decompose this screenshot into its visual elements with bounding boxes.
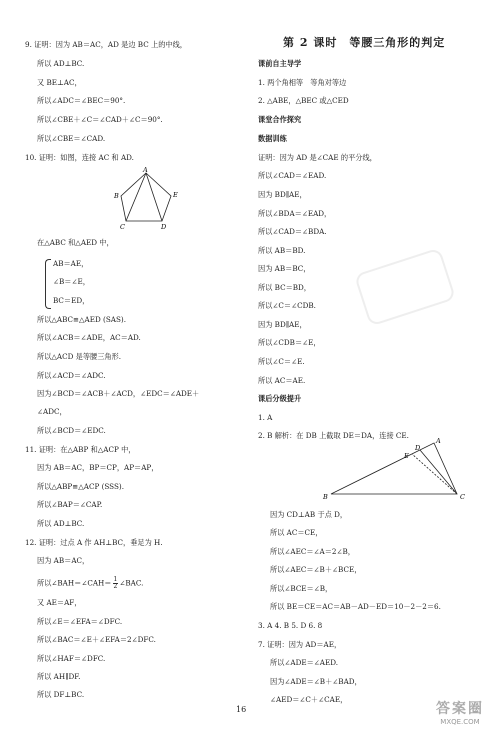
answer-line: 因为 CD⊥AB 于点 D， [270, 510, 348, 519]
q9-line: 所以∠ADC＝∠BEC＝90°. [37, 96, 126, 105]
q11-line: 所以∠BAP＝∠CAP. [37, 500, 103, 509]
answer-line: 7. 证明：因为 AD＝AE， [258, 640, 342, 649]
answer-line: 证明：因为 AD 是∠CAE 的平分线， [258, 153, 377, 162]
answer-line: 1. 两个角相等 等角对等边 [258, 78, 347, 87]
q10-line: 所以△ACD 是等腰三角形. [37, 352, 122, 361]
answer-line: 所以 AC＝AE. [258, 376, 306, 385]
q11-line: 11. 证明：在△ABP 和△ACP 中， [25, 445, 136, 454]
q9-line: 又 BE⊥AC， [37, 78, 82, 87]
q10-line: 所以∠ACB＝∠ADE，AC＝AD. [37, 333, 141, 342]
answer-line: 所以∠CAD＝∠BDA. [258, 227, 327, 236]
triangle-label-e: E [404, 452, 409, 460]
pentagon-label-a: A [143, 166, 148, 174]
q10-line: ∠ADC， [37, 407, 67, 416]
answer-line: 所以∠CAD＝∠EAD. [258, 171, 327, 180]
q12-line: 所以 DF⊥BC. [37, 690, 85, 699]
answer-line: 所以∠BDA＝∠EAD， [258, 209, 332, 218]
q10-line: 10. 证明：如图，连接 AC 和 AD. [25, 153, 134, 162]
faded-stamp [354, 247, 456, 326]
triangle-label-b: B [323, 493, 328, 501]
q11-line: 所以△ABP≌△ACP (SSS). [37, 482, 124, 491]
q12-line: 所以∠HAF＝∠DFC. [37, 654, 106, 663]
answer-line: 所以∠CDB＝∠E， [258, 338, 321, 347]
fraction-numerator: 1 [113, 576, 118, 583]
answer-line: 所以∠C＝∠CDB. [258, 301, 316, 310]
q10-line: 所以∠ACD＝∠ADC. [37, 371, 106, 380]
pentagon-label-b: B [114, 192, 119, 200]
q12-line: 所以∠BAC＝∠E＋∠EFA＝2∠DFC. [37, 635, 156, 644]
section-title: 第 2 课时 等腰三角形的判定 [283, 36, 446, 49]
answer-line: 因为 AB＝BC， [258, 264, 311, 273]
watermark-url: MXQE.COM [440, 718, 480, 726]
one-half-fraction [113, 577, 119, 590]
q12-line: 所以 AH∥DF. [37, 672, 81, 681]
answer-line: 2. B 解析：在 DB 上截取 DE＝DA，连接 CE. [258, 431, 409, 440]
answer-line: 所以∠ADE＝∠AED. [270, 658, 339, 667]
subsection-heading: 数据训练 [258, 134, 287, 143]
answer-line: 3. A 4. B 5. D 6. 8 [258, 621, 323, 630]
triangle-label-d: D [415, 444, 421, 452]
answer-line: 所以 AB＝BD. [258, 246, 306, 255]
pentagon-label-d: D [161, 223, 167, 231]
subsection-heading: 课前自主导学 [258, 59, 302, 68]
triangle-figure [318, 436, 488, 502]
subsection-heading: 课堂合作探究 [258, 115, 302, 124]
answer-line: 2. △ABE，△BEC 或△CED [258, 96, 349, 105]
q9-line: 所以∠CBE＋∠C＝∠CAD＋∠C＝90°. [37, 115, 163, 124]
watermark-logo [426, 698, 494, 736]
answer-line: 所以 AC＝CE， [270, 528, 323, 537]
q10-line: AB＝AE， [53, 259, 89, 268]
pentagon-figure [105, 166, 185, 232]
answer-line: 所以∠AEC＝∠B＋∠BCE， [270, 565, 362, 574]
answer-line: 所以∠BCE＝∠B， [270, 584, 333, 593]
q9-line: 所以 AD⊥BC. [37, 59, 85, 68]
watermark-title: 答案圈 [436, 701, 484, 717]
q12-line: 因为 AB＝AC， [37, 556, 90, 565]
q12-fraction-line [37, 577, 143, 590]
q10-line: BC＝ED， [53, 296, 90, 305]
q10-line: 在△ABC 和△AED 中， [37, 238, 114, 247]
q12-line: 所以∠E＝∠EFA＝∠DFC. [37, 617, 123, 626]
q10-line: 所以△ABC≌△AED (SAS). [37, 315, 126, 324]
q12-text: 所以∠BAH＝∠CAH＝ [37, 578, 112, 588]
answer-line: 因为∠ADE＝∠B＋∠BAD， [270, 677, 362, 686]
q9-line: 9. 证明：因为 AB＝AC，AD 是边 BC 上的中线， [25, 40, 187, 49]
pentagon-label-c: C [120, 223, 125, 231]
fraction-denominator: 2 [113, 583, 118, 590]
q10-line: 所以∠BCD＝∠EDC. [37, 426, 106, 435]
q12-text: ∠BAC. [119, 578, 144, 588]
answer-line: 1. A [258, 413, 273, 422]
q9-line: 所以∠CBE＝∠CAD. [37, 134, 106, 143]
answer-line: 所以 BE＝CE＝AC＝AB－AD－ED＝10－2－2＝6. [270, 602, 441, 611]
q10-line: ∠B＝∠E， [53, 277, 90, 286]
q12-line: 又 AE＝AF， [37, 598, 82, 607]
q10-line: 因为∠BCD＝∠ACB＋∠ACD，∠EDC＝∠ADE＋ [37, 389, 200, 398]
answer-line: 所以∠C＝∠E. [258, 357, 305, 366]
triangle-label-c: C [460, 493, 465, 501]
answer-line: 所以∠AEC＝∠A＝2∠B， [270, 547, 355, 556]
answer-line: 因为 BD∥AE， [258, 320, 307, 329]
answer-line: 因为 BD∥AE， [258, 190, 307, 199]
system-brace [45, 259, 51, 309]
subsection-heading: 课后分级提升 [258, 394, 302, 403]
q11-line: 所以 AD⊥BC. [37, 519, 85, 528]
q11-line: 因为 AB＝AC，BP＝CP，AP＝AP， [37, 463, 159, 472]
triangle-label-a: A [436, 437, 441, 445]
page-number: 16 [236, 705, 247, 714]
answer-line: 所以 BC＝BD， [258, 283, 311, 292]
pentagon-label-e: E [173, 191, 178, 199]
answer-line: ∠AED＝∠C＋∠CAE， [270, 695, 348, 704]
q12-line: 12. 证明：过点 A 作 AH⊥BC，垂足为 H. [25, 538, 163, 547]
